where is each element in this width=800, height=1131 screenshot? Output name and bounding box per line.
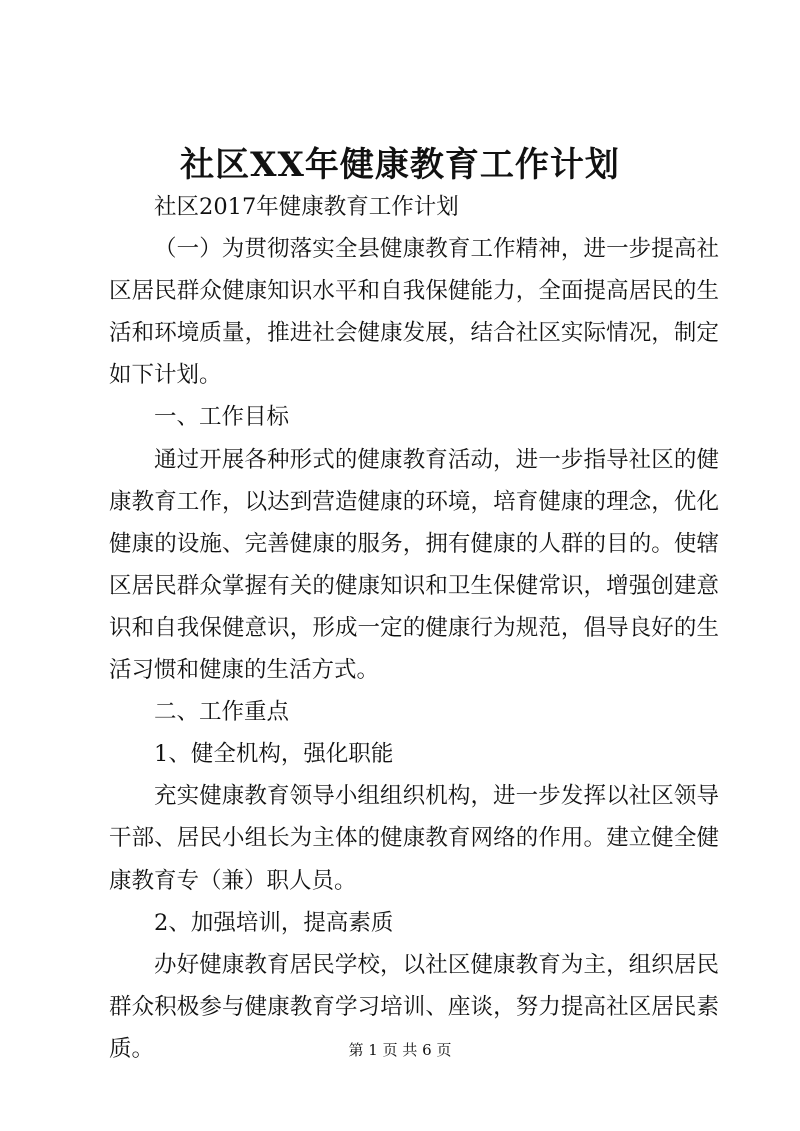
subheading-organization: 1、健全机构，强化职能	[154, 741, 394, 768]
section-heading-goals: 一、工作目标	[154, 404, 290, 431]
paragraph-intro: （一）为贯彻落实全县健康教育工作精神，进一步提高社区居民群众健康知识水平和自我保健能力，全面提高居民的生活和环境质量，推进社会健康发展，结合社区实际情况，制定如下计划。	[109, 236, 719, 389]
section-heading-focus: 二、工作重点	[154, 699, 290, 726]
page-footer: 第 1 页 共 6 页	[348, 1041, 452, 1059]
document-title: 社区XX年健康教育工作计划	[180, 145, 620, 185]
paragraph-goals: 通过开展各种形式的健康教育活动，进一步指导社区的健康教育工作，以达到营造健康的环境，培育健康的理念，优化健康的设施、完善健康的服务，拥有健康的人群的目的。使辖区居民群众掌握有关的健康知识和卫生保健常识，增强创建意识和自我保健意识，形成一定的健康行为规范，倡导良好的生活习惯和健康的生活方式。	[109, 446, 719, 684]
subheading-training: 2、加强培训，提高素质	[154, 909, 394, 936]
paragraph-organization: 充实健康教育领导小组组织机构，进一步发挥以社区领导干部、居民小组长为主体的健康教育网络的作用。建立健全健康教育专（兼）职人员。	[109, 783, 719, 894]
document-body	[109, 186, 719, 1070]
paragraph-subtitle: 社区2017年健康教育工作计划	[154, 194, 459, 220]
paragraph-training: 办好健康教育居民学校，以社区健康教育为主，组织居民群众积极参与健康教育学习培训、座谈，努力提高社区居民素质。	[109, 951, 719, 1062]
